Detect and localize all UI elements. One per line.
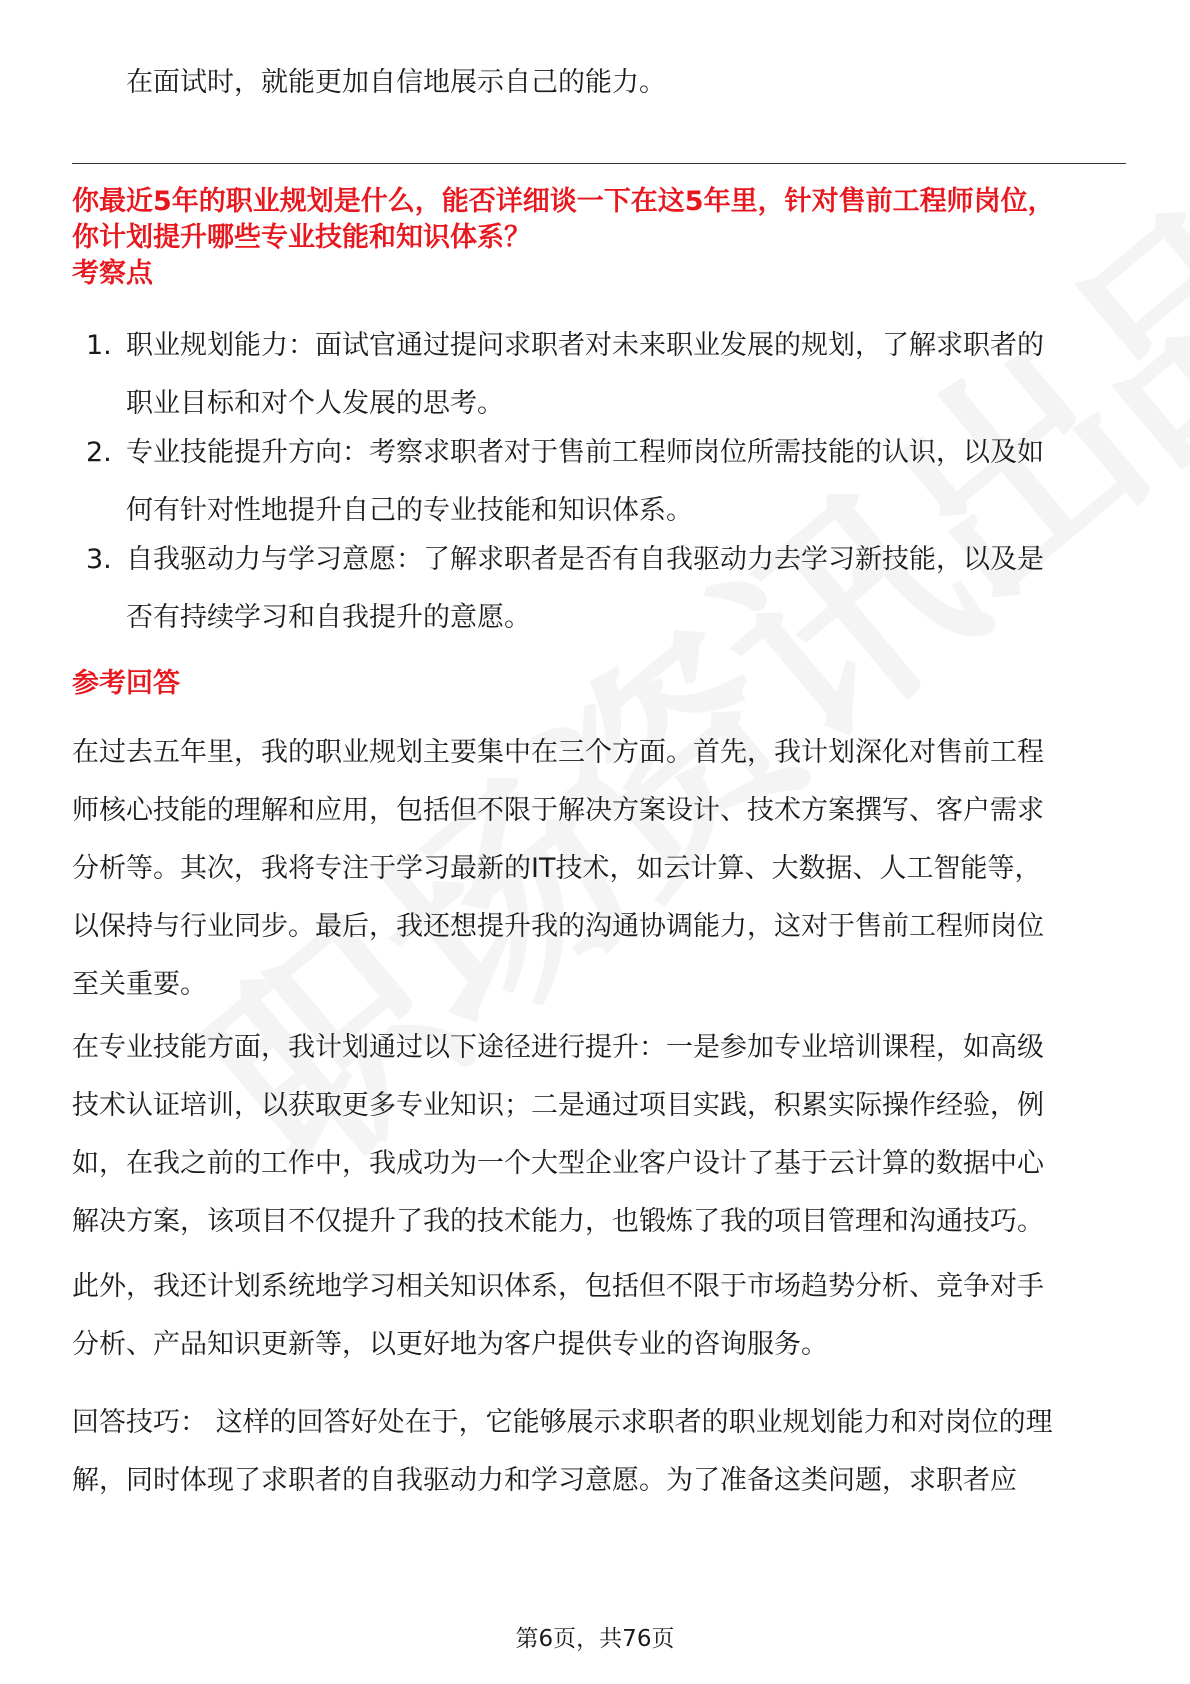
question-heading	[72, 184, 1132, 256]
intro-line: 在面试时，就能更加自信地展示自己的能力。	[126, 67, 666, 98]
answer-paragraph	[72, 1258, 1132, 1374]
list-item-line: 专业技能提升方向：考察求职者对于售前工程师岗位所需技能的认识，以及如	[126, 437, 1044, 468]
section-divider	[72, 163, 1126, 164]
paragraph-line: 在专业技能方面，我计划通过以下途径进行提升：一是参加专业培训课程，如高级	[72, 1032, 1044, 1063]
reference-answer-title: 参考回答	[72, 668, 180, 699]
exam-point-item	[80, 317, 1140, 433]
answer-tips-paragraph	[72, 1394, 1132, 1510]
list-item-line: 职业规划能力：面试官通过提问求职者对未来职业发展的规划，了解求职者的	[126, 330, 1044, 361]
page-number: 第6页，共76页	[515, 1626, 675, 1652]
paragraph-line: 至关重要。	[72, 969, 207, 1000]
paragraph-line: 解，同时体现了求职者的自我驱动力和学习意愿。为了准备这类问题，求职者应	[72, 1465, 1017, 1496]
exam-point-item	[80, 531, 1140, 647]
paragraph-line: 如，在我之前的工作中，我成功为一个大型企业客户设计了基于云计算的数据中心	[72, 1148, 1044, 1179]
paragraph-line: 以保持与行业同步。最后，我还想提升我的沟通协调能力，这对于售前工程师岗位	[72, 911, 1044, 942]
list-number: 2.	[86, 437, 112, 468]
paragraph-line: 在过去五年里，我的职业规划主要集中在三个方面。首先，我计划深化对售前工程	[72, 737, 1044, 768]
paragraph-line: 回答技巧： 这样的回答好处在于，它能够展示求职者的职业规划能力和对岗位的理	[72, 1407, 1053, 1438]
list-item-line: 何有针对性地提升自己的专业技能和知识体系。	[126, 495, 693, 526]
paragraph-line: 分析等。其次，我将专注于学习最新的IT技术，如云计算、大数据、人工智能等，	[72, 853, 1042, 884]
list-number: 3.	[86, 544, 112, 575]
answer-paragraph	[72, 724, 1132, 1014]
exam-points-title: 考察点	[72, 258, 153, 289]
exam-point-item	[80, 424, 1140, 540]
question-line: 你计划提升哪些专业技能和知识体系？	[72, 222, 531, 253]
paragraph-line: 师核心技能的理解和应用，包括但不限于解决方案设计、技术方案撰写、客户需求	[72, 795, 1044, 826]
answer-paragraph	[72, 1019, 1132, 1251]
paragraph-line: 分析、产品知识更新等，以更好地为客户提供专业的咨询服务。	[72, 1329, 828, 1360]
list-item-line: 否有持续学习和自我提升的意愿。	[126, 602, 531, 633]
list-item-line: 自我驱动力与学习意愿：了解求职者是否有自我驱动力去学习新技能，以及是	[126, 544, 1044, 575]
question-line: 你最近5年的职业规划是什么，能否详细谈一下在这5年里，针对售前工程师岗位，	[72, 186, 1055, 217]
paragraph-line: 解决方案，该项目不仅提升了我的技术能力，也锻炼了我的项目管理和沟通技巧。	[72, 1206, 1044, 1237]
paragraph-line: 此外，我还计划系统地学习相关知识体系，包括但不限于市场趋势分析、竞争对手	[72, 1271, 1044, 1302]
paragraph-line: 技术认证培训，以获取更多专业知识；二是通过项目实践，积累实际操作经验，例	[72, 1090, 1044, 1121]
list-item-line: 职业目标和对个人发展的思考。	[126, 388, 504, 419]
list-number: 1.	[86, 330, 112, 361]
